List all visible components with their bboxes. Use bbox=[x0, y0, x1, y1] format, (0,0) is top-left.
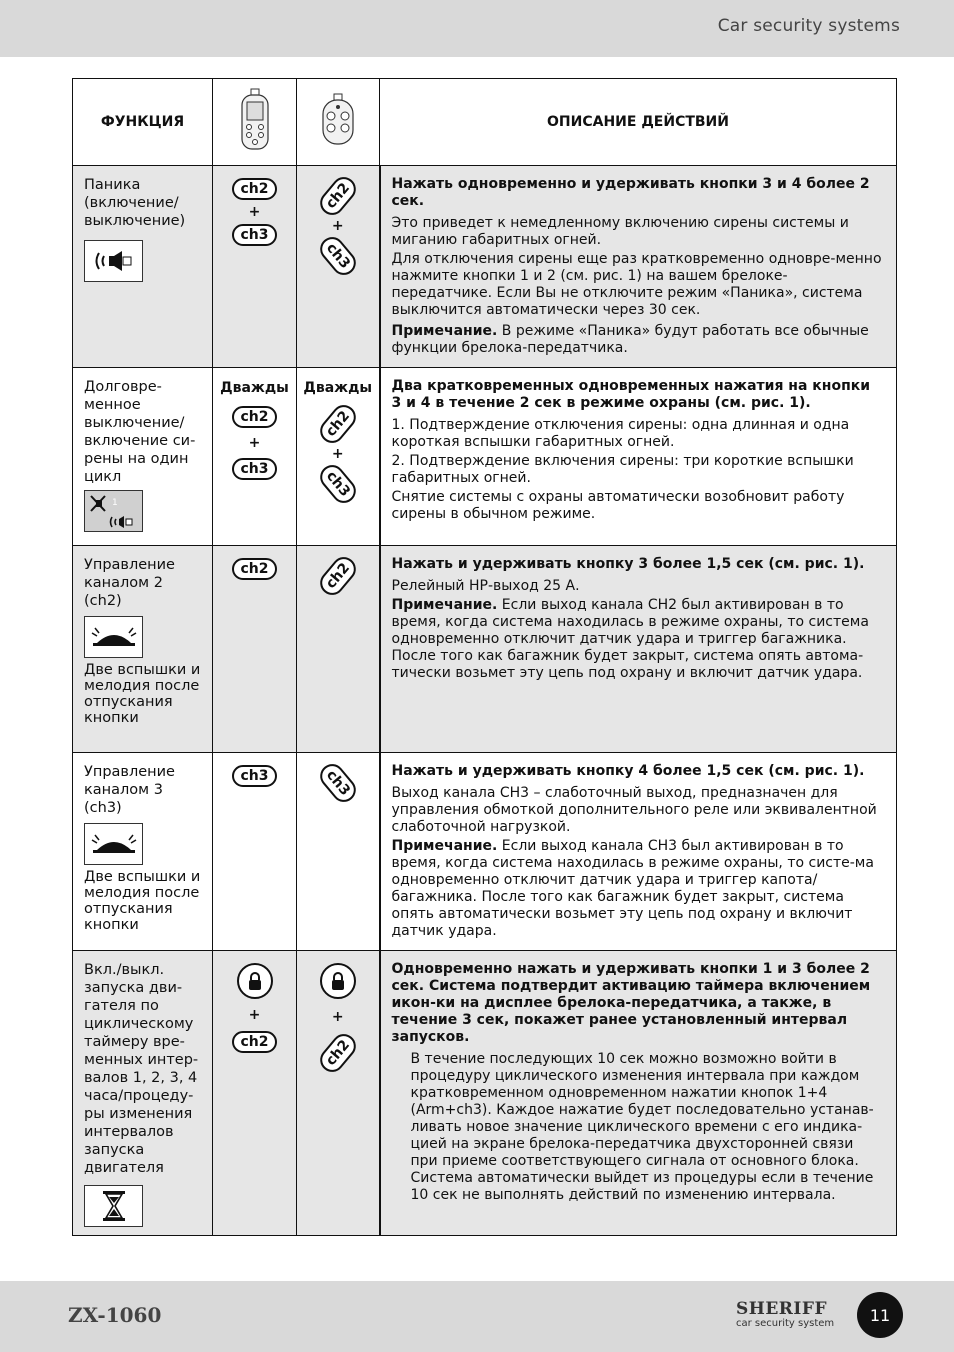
note-label: Примечание. bbox=[391, 838, 498, 854]
desc-note bbox=[392, 323, 885, 357]
head-remote-1 bbox=[213, 79, 297, 166]
ch2-button: ch2 bbox=[315, 1029, 360, 1077]
ch3-button: ch3 bbox=[232, 224, 276, 246]
plus-sign: + bbox=[248, 435, 261, 451]
trunk-flash-icon bbox=[89, 832, 139, 856]
sheriff-logo bbox=[736, 1301, 856, 1329]
desc-paragraph: Снятие системы с охраны автоматически возобновит работу сирены в обычном режиме. bbox=[391, 489, 845, 522]
function-cell bbox=[73, 546, 213, 753]
description-cell bbox=[380, 546, 897, 753]
buttons-remote-1 bbox=[213, 368, 297, 546]
function-note: Две вспышки и мелодия после отпускания кнопки bbox=[84, 662, 201, 726]
note-label: Примечание. bbox=[391, 597, 498, 613]
buttons-remote-1 bbox=[213, 951, 297, 1236]
ch2-button: ch2 bbox=[315, 552, 360, 600]
desc-lead: Нажать и удерживать кнопку 3 более 1,5 сек (см. рис. 1). bbox=[391, 556, 865, 572]
desc-paragraph: Выход канала CH3 – слаботочный выход, предназначен для управления обмоткой дополнительного реле или эквивалентной слаботочной нагрузкой. bbox=[391, 785, 877, 835]
function-cell bbox=[73, 753, 213, 951]
ch2-button: ch2 bbox=[232, 1031, 276, 1053]
header-brand: Car security systems bbox=[717, 16, 900, 36]
buttons-remote-2 bbox=[297, 951, 380, 1236]
desc-paragraph: Для отключения сирены еще раз кратковременно одновре-менно нажмите кнопки 1 и 2 (см. рис. 1) на вашем брелоке-передатчике. Если Вы не отключите режим «Паника», система выключится автоматически через 30 сек. bbox=[391, 251, 882, 318]
buttons-remote-2 bbox=[297, 368, 380, 546]
panic-pictogram bbox=[84, 240, 143, 282]
buttons-remote-1 bbox=[213, 166, 297, 368]
function-note: Две вспышки и мелодия после отпускания кнопки bbox=[84, 869, 201, 933]
note-text: Если выход канала CH2 был активирован в то время, когда система находилась в режиме охраны, то система одновременно отключит датчик удара и триггер багажника. После того как багажник будет закрыт, система опять автома-тически возьмет эту цепь под охрану и включит датчик удара. bbox=[391, 597, 869, 681]
plus-sign: + bbox=[248, 1007, 261, 1023]
buttons-remote-2 bbox=[297, 753, 380, 951]
description-cell bbox=[380, 368, 897, 546]
buttons-remote-1 bbox=[213, 753, 297, 951]
desc-note bbox=[392, 597, 885, 682]
function-label: Управление каналом 3 (ch3) bbox=[84, 764, 175, 816]
twice-label: Дважды bbox=[220, 380, 289, 396]
buttons-remote-2 bbox=[297, 166, 380, 368]
lock-button bbox=[320, 963, 356, 999]
buttons-remote-1 bbox=[213, 546, 297, 753]
twice-label: Дважды bbox=[303, 380, 373, 396]
model-name: ZX-1060 bbox=[68, 1303, 162, 1327]
ch3-button: ch3 bbox=[315, 460, 360, 508]
desc-lead: Одновременно нажать и удерживать кнопки 1 и 3 более 2 сек. Система подтвердит активацию таймера включением икон-ки на дисплее брелока-передатчика, а также, в течение 3 сек, покажет ранее установленный интервал запусков. bbox=[391, 961, 871, 1045]
desc-lead: Нажать и удерживать кнопку 4 более 1,5 сек (см. рис. 1). bbox=[391, 763, 865, 779]
remote-4button-icon bbox=[319, 92, 357, 148]
table-row bbox=[73, 951, 897, 1236]
trunk-pictogram bbox=[84, 823, 143, 865]
desc-paragraph: В течение последующих 10 сек можно возможно войти в процедуру циклического изменения интервала при каждом кратковременном одновременном нажатии кнопок 1+4 (Arm+ch3). Каждое нажатие будет последовательно устанав-ливать новое значение циклического времени с его индика-цией на экране брелока-передатчика двухсторонней связи при приеме соответствующего сигнала от основного блока. Система автоматически выйдет из процедуры если в течение 10 сек не выполнять действий по изменению интервала. bbox=[410, 1051, 874, 1203]
head-function: ФУНКЦИЯ bbox=[73, 79, 213, 166]
trunk-flash-icon bbox=[89, 625, 139, 649]
function-label: Управление каналом 2 (ch2) bbox=[84, 557, 175, 609]
head-description: ОПИСАНИЕ ДЕЙСТВИЙ bbox=[380, 79, 897, 166]
lock-icon bbox=[330, 971, 346, 991]
desc-paragraph: Релейный НР-выход 25 А. bbox=[391, 578, 580, 594]
siren-icon bbox=[92, 248, 136, 274]
lock-button bbox=[237, 963, 273, 999]
footer-bar bbox=[0, 1281, 954, 1352]
siren-toggle-pictogram bbox=[84, 490, 143, 532]
buttons-remote-2 bbox=[297, 546, 380, 753]
logo-text: SHERIFF bbox=[736, 1299, 828, 1319]
plus-sign: + bbox=[331, 1009, 344, 1025]
ch2-button: ch2 bbox=[315, 400, 360, 448]
note-text: В режиме «Паника» будут работать все обычные функции брелока-передатчика. bbox=[391, 323, 869, 356]
note-label: Примечание. bbox=[391, 323, 498, 339]
function-cell bbox=[73, 166, 213, 368]
desc-paragraph: Это приведет к немедленному включению сирены системы и миганию габаритных огней. bbox=[391, 215, 849, 248]
header-bar bbox=[0, 0, 954, 57]
trunk-pictogram bbox=[84, 616, 143, 658]
function-label: Паника (включение/ выключение) bbox=[84, 177, 186, 229]
desc-paragraph: 2. Подтверждение включения сирены: три короткие вспышки габаритных огней. bbox=[391, 453, 854, 486]
description-cell bbox=[380, 951, 897, 1236]
table-row bbox=[73, 546, 897, 753]
desc-lead: Нажать одновременно и удерживать кнопки 3 и 4 более 2 сек. bbox=[391, 176, 870, 209]
desc-lead: Два кратковременных одновременных нажатия на кнопки 3 и 4 в течение 2 сек в режиме охраны (см. рис. 1). bbox=[391, 378, 871, 411]
desc-paragraph: 1. Подтверждение отключения сирены: одна длинная и одна короткая вспышки габаритных огней. bbox=[391, 417, 850, 450]
logo-subtext: car security system bbox=[736, 1318, 835, 1329]
svg-text:1: 1 bbox=[111, 498, 118, 508]
ch2-button: ch2 bbox=[232, 178, 276, 200]
siren-muted-icon bbox=[88, 493, 140, 529]
hourglass-icon bbox=[100, 1189, 128, 1223]
table-row bbox=[73, 368, 897, 546]
ch2-button: ch2 bbox=[232, 406, 276, 428]
description-cell bbox=[380, 753, 897, 951]
ch3-button: ch3 bbox=[315, 232, 360, 280]
function-cell bbox=[73, 368, 213, 546]
ch3-button: ch3 bbox=[315, 759, 360, 807]
page-number: 11 bbox=[857, 1292, 903, 1338]
ch3-button: ch3 bbox=[232, 458, 276, 480]
remote-lcd-icon bbox=[238, 87, 272, 153]
plus-sign: + bbox=[331, 218, 344, 234]
description-cell bbox=[380, 166, 897, 368]
table-row bbox=[73, 166, 897, 368]
plus-sign: + bbox=[248, 204, 261, 220]
function-label: Вкл./выкл. запуска дви-гателя по циклическому таймеру вре-менных интер-валов 1, 2, 3, 4 часа/процеду-ры изменения интервалов запуска двигателя bbox=[84, 962, 199, 1176]
ch2-button: ch2 bbox=[232, 558, 276, 580]
desc-note bbox=[392, 838, 885, 940]
head-remote-2 bbox=[297, 79, 380, 166]
function-cell bbox=[73, 951, 213, 1236]
plus-sign: + bbox=[331, 446, 344, 462]
table-row bbox=[73, 753, 897, 951]
ch2-button: ch2 bbox=[315, 172, 360, 220]
function-table bbox=[72, 78, 897, 1236]
timer-pictogram bbox=[84, 1185, 143, 1227]
ch3-button: ch3 bbox=[232, 765, 276, 787]
note-text: Если выход канала CH3 был активирован в то время, когда система находилась в режиме охраны, то систе-ма одновременно отключит датчик удара и триггер капота/ багажника. После того как багажник будет закрыт, система опять автоматически возьмет эту цепь под охрану и включит датчик удара. bbox=[391, 838, 874, 939]
lock-icon bbox=[247, 971, 263, 991]
function-label: Долговре-менное выключение/ включение си-рены на один цикл bbox=[84, 379, 196, 485]
